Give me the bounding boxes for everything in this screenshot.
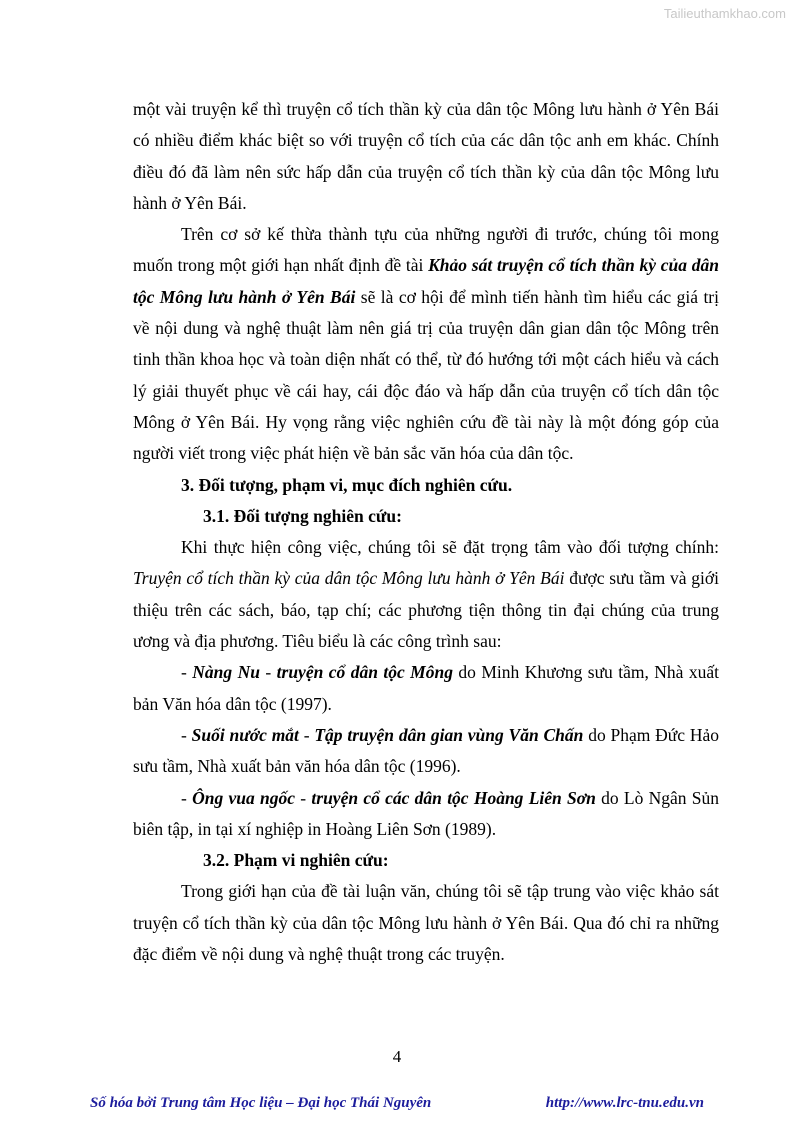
- footer-left: Số hóa bởi Trung tâm Học liệu – Đại học Thái Nguyên: [90, 1095, 432, 1111]
- work-title: Nàng Nu: [192, 662, 260, 683]
- work-subtitle: truyện cổ dân tộc Mông: [276, 662, 453, 683]
- work-title: Suối nước mắt: [191, 724, 299, 745]
- work-details: do Minh Khương sưu tầm, Nhà xuất bản Văn hóa dân tộc (1997).: [133, 662, 720, 714]
- work-item-2: [133, 720, 719, 783]
- work-subtitle: Tập truyện dân gian vùng Văn Chấn: [314, 724, 584, 745]
- work-dash: -: [181, 662, 193, 683]
- page-body: [133, 94, 719, 970]
- section-heading-3: 3. Đối tượng, phạm vi, mục đích nghiên cứu.: [181, 474, 513, 495]
- work-separator: -: [298, 724, 315, 745]
- paragraph-2-text-a: Trên cơ sở kế thừa thành tựu của những người đi trước, chúng tôi mong muốn trong một giới hạn nhất định đề tài: [133, 224, 719, 276]
- work-separator: -: [295, 787, 312, 808]
- paragraph-3-text-a: Khi thực hiện công việc, chúng tôi sẽ đặt trọng tâm vào đối tượng chính:: [181, 537, 719, 558]
- watermark: Tailieuthamkhao.com: [663, 6, 786, 21]
- work-subtitle: truyện cổ các dân tộc Hoàng Liên Sơn: [311, 787, 596, 808]
- page-number: 4: [392, 1047, 402, 1066]
- subsection-heading-3-1: 3.1. Đối tượng nghiên cứu:: [203, 505, 402, 526]
- paragraph-3: [133, 532, 719, 657]
- paragraph-1: một vài truyện kể thì truyện cổ tích thần kỳ của dân tộc Mông lưu hành ở Yên Bái có nhiều điểm khác biệt so với truyện cổ tích của các dân tộc anh em khác. Chính điều đó đã làm nên sức hấp dẫn của truyện cổ tích thần kỳ của dân tộc Mông lưu hành ở Yên Bái.: [133, 99, 719, 213]
- paragraph-2-text-b: sẽ là cơ hội để mình tiến hành tìm hiểu các giá trị về nội dung và nghệ thuật làm nên giá trị của truyện dân gian dân tộc Mông trên tinh thần khoa học và toàn diện nhất có thể, từ đó hướng tới một cách hiểu và cách lý giải thuyết phục về cái hay, cái độc đáo và hấp dẫn của truyện cổ tích dân tộc Mông ở Yên Bái. Hy vọng rằng việc nghiên cứu đề tài này là một đóng góp của người viết trong việc phát hiện về bản sắc văn hóa của dân tộc.: [133, 286, 719, 464]
- paragraph-2: [133, 219, 719, 469]
- work-dash: -: [181, 787, 193, 808]
- subsection-heading-3-2: 3.2. Phạm vi nghiên cứu:: [203, 850, 389, 871]
- work-item-3: [133, 783, 719, 846]
- work-separator: -: [259, 662, 277, 683]
- footer: [90, 1095, 704, 1112]
- research-object-title: Truyện cổ tích thần kỳ của dân tộc Mông lưu hành ở Yên Bái: [133, 568, 565, 589]
- footer-link[interactable]: http://www.lrc-tnu.edu.vn: [545, 1095, 704, 1111]
- paragraph-4: Trong giới hạn của đề tài luận văn, chúng tôi sẽ tập trung vào việc khảo sát truyện cổ tích thần kỳ của dân tộc Mông lưu hành ở Yên Bái. Qua đó chỉ ra những đặc điểm về nội dung và nghệ thuật trong các truyện.: [133, 881, 719, 965]
- work-details: do Lò Ngân Sủn biên tập, in tại xí nghiệp in Hoàng Liên Sơn (1989).: [133, 787, 720, 839]
- work-details: do Phạm Đức Hảo sưu tầm, Nhà xuất bản văn hóa dân tộc (1996).: [133, 724, 720, 777]
- work-dash: -: [181, 724, 192, 745]
- work-item-1: [133, 657, 719, 720]
- thesis-title: Khảo sát truyện cổ tích thần kỳ của dân tộc Mông lưu hành ở Yên Bái: [133, 255, 719, 307]
- work-title: Ông vua ngốc: [192, 787, 296, 808]
- paragraph-3-text-b: được sưu tầm và giới thiệu trên các sách, báo, tạp chí; các phương tiện thông tin đại chúng của trung ương và địa phương. Tiêu biểu là các công trình sau:: [133, 568, 719, 652]
